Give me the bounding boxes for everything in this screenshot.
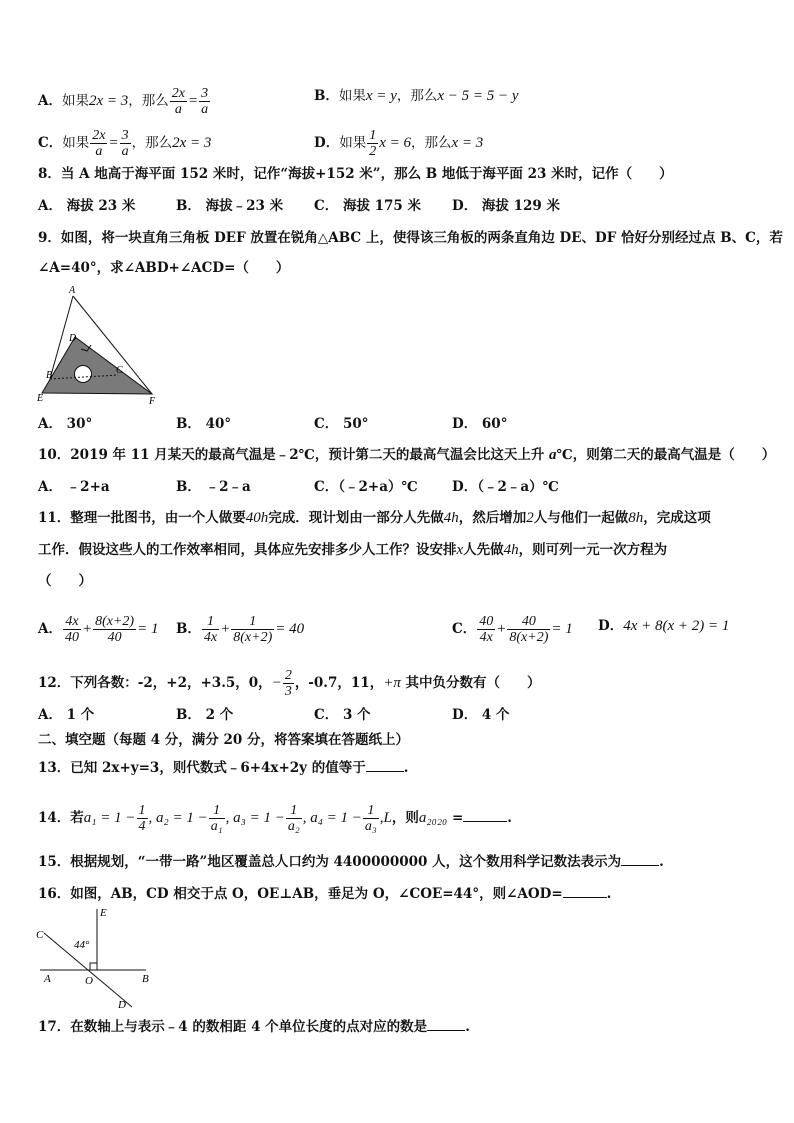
fraction: $\frac{1}{\text{a₁}}$: [210, 803, 223, 834]
text: 完成．现计划由一部分人先做: [268, 510, 444, 526]
text: 工作．假设这些人的工作效率相同，具体应先安排多少人工作？设安排: [38, 542, 457, 558]
set-square-shape: [42, 337, 152, 394]
answer-blank: [366, 757, 404, 772]
q12-option-c: C． 3 个: [314, 707, 371, 723]
equation: x = 6: [379, 135, 411, 151]
text: ，完成这项: [643, 510, 711, 526]
equation: 2x = 3: [88, 93, 129, 109]
text: 13．已知: [38, 760, 102, 776]
q16-intersecting-lines-figure: [32, 903, 154, 1013]
equation: 4x + 8(x + 2) = 1: [623, 618, 730, 634]
option-label: C．: [452, 621, 477, 637]
text: .: [606, 886, 612, 902]
q11-option-a: [38, 614, 158, 645]
q7-option-c: [38, 128, 211, 159]
fraction: $\frac{4x}{40}$: [64, 614, 79, 645]
fraction: $\frac{1}{8(x+2)}$: [233, 614, 273, 645]
fraction: $\frac{40}{8(x+2)}$: [509, 614, 549, 645]
text: 如果: [61, 93, 89, 109]
equation: 2x = 3: [172, 135, 212, 151]
rhs: = 40: [275, 621, 305, 637]
label-o: O: [85, 975, 93, 987]
fraction: $\frac{1}{2}$: [369, 128, 377, 159]
text: ，则: [391, 810, 419, 826]
fraction: $\frac{2}{3}$: [284, 668, 292, 699]
text: 人先做: [463, 542, 504, 558]
q12-option-b: B． 2 个: [176, 707, 234, 723]
text: 16．如图，AB，CD 相交于点 O，OE⊥AB，垂足为 O，∠COE=44°，则∠AOD=: [38, 886, 563, 902]
q9-option-c: C． 50°: [314, 416, 369, 432]
q9-stem-line2: ∠A=40°，求∠ABD+∠ACD=（ ）: [38, 260, 290, 276]
q8-stem: 8．当 A 地高于海平面 152 米时，记作“海拔+152 米”，那么 B 地低于海平面 23 米时，记作（ ）: [38, 166, 673, 182]
text: ，那么: [128, 93, 169, 109]
angle-label: 44°: [74, 939, 90, 951]
plus-sign: +: [496, 621, 507, 637]
q8-option-d: D． 海拔 129 米: [452, 198, 560, 214]
label-e: E: [100, 907, 107, 919]
equation: x − 5 = 5 − y: [437, 88, 519, 104]
text: ，那么: [131, 135, 173, 151]
plus-sign: +: [81, 621, 93, 637]
label-a: A: [44, 973, 51, 985]
q16-stem: [38, 883, 611, 904]
option-label: B．: [314, 88, 339, 104]
label-f: F: [149, 396, 156, 407]
answer-blank: [563, 883, 607, 898]
text: 如果: [338, 88, 366, 104]
pi: +π: [383, 675, 401, 691]
text: 其中负分数有（ ）: [400, 675, 541, 691]
plus-sign: +: [220, 621, 231, 637]
answer-blank: [621, 851, 659, 866]
fraction: $\frac{2x}{a}$: [171, 86, 185, 117]
section-heading: 二、填空题（每题 4 分，满分 20 分，将答案填在答题纸上）: [38, 732, 409, 748]
q9-option-b: B． 40°: [176, 416, 232, 432]
label-a: A: [69, 285, 76, 296]
variable: a: [549, 447, 557, 463]
option-label: D．: [314, 135, 340, 151]
q12-stem: [38, 668, 541, 699]
fraction: $\frac{2x}{a}$: [92, 128, 106, 159]
text: ，那么: [396, 88, 438, 104]
fraction: $\frac{1}{\text{a₂}}$: [287, 803, 300, 834]
fraction: $\frac{3}{a}$: [201, 86, 209, 117]
q7-option-b: [314, 86, 519, 106]
label-d: D: [69, 333, 77, 344]
math: 4h: [503, 542, 519, 558]
right-angle-mark: [90, 963, 97, 970]
math: 4x+2y: [261, 760, 308, 776]
text: 15．根据规划，“一带一路”地区覆盖总人口约为 4400000000 人，这个数用科学记数法表示为: [38, 854, 622, 870]
text: 14．若: [38, 810, 84, 826]
set-square-hole: [75, 366, 92, 383]
q10-stem: [38, 445, 775, 465]
math: 2x+y: [102, 760, 139, 776]
answer-blank: [463, 807, 507, 822]
q7-option-a: [38, 86, 211, 117]
q9-option-a: A． 30°: [38, 416, 93, 432]
label-b: B: [46, 370, 53, 381]
q11-option-b: [176, 614, 304, 645]
label-e: E: [37, 393, 44, 404]
text: .: [507, 810, 512, 826]
q14-stem: [38, 803, 512, 834]
text: 10．2019 年 11 月某天的最高气温是﹣2℃，预计第二天的最高气温会比这天上升: [38, 447, 550, 463]
fraction: $\frac{3}{a}$: [121, 128, 129, 159]
label-c: C: [116, 365, 123, 376]
term: a₁ = 1 −: [83, 810, 136, 826]
text: =3，则代数式﹣6+: [138, 760, 262, 776]
text: ，然后增加: [458, 510, 527, 526]
answer-blank: [427, 1016, 465, 1031]
q9-stem-line1: 9．如图，将一块直角三角板 DEF 放置在锐角△ABC 上，使得该三角板的两条直角边 DE、DF 恰好分别经过点 B、C，若: [38, 230, 783, 246]
minus-sign: −: [271, 675, 282, 691]
fraction: $\frac{8(x+2)}{40}$: [95, 614, 135, 645]
fraction: $\frac{1}{4x}$: [203, 614, 218, 645]
text: ，则可列一元一次方程为: [518, 542, 668, 558]
q10-option-b: B． ﹣2﹣a: [176, 479, 251, 495]
q15-stem: [38, 851, 664, 872]
text: 17．在数轴上与表示﹣4 的数相距 4 个单位长度的点对应的数是: [38, 1019, 428, 1035]
option-label: B．: [176, 621, 201, 637]
label-c: C: [36, 929, 44, 941]
term: , a₃ = 1 −: [225, 810, 285, 826]
fraction: $\frac{1}{4}$: [138, 803, 146, 834]
text: .: [465, 1019, 470, 1035]
text: .: [659, 854, 664, 870]
math: 2: [526, 510, 534, 526]
text: 如果: [339, 135, 367, 151]
fraction: $\frac{1}{\text{a₃}}$: [364, 803, 377, 834]
q11-stem-line1: [38, 508, 711, 528]
term: a₂₀₂₀: [418, 810, 448, 826]
q8-option-a: A． 海拔 23 米: [38, 198, 136, 214]
text: 的值等于: [307, 760, 366, 776]
text: 如果: [62, 135, 90, 151]
equals-sign: =: [187, 93, 199, 109]
equals-sign: =: [108, 135, 119, 151]
math: x: [456, 542, 464, 558]
q7-option-d: [314, 128, 483, 159]
text: .: [403, 760, 409, 776]
option-label: D．: [598, 618, 624, 634]
q8-option-b: B． 海拔﹣23 米: [176, 198, 284, 214]
q11-option-c: [452, 614, 573, 645]
math: 4h: [443, 510, 459, 526]
math: 8h: [628, 510, 644, 526]
q9-option-d: D． 60°: [452, 416, 508, 432]
label-d: D: [118, 999, 126, 1011]
q11-option-d: [598, 616, 729, 636]
text: 11．整理一批图书，由一个人做要: [38, 510, 246, 526]
rhs: = 1: [137, 621, 159, 637]
fraction: $\frac{40}{4x}$: [479, 614, 494, 645]
label-b: B: [142, 973, 149, 985]
q12-option-d: D． 4 个: [452, 707, 510, 723]
q8-option-c: C． 海拔 175 米: [314, 198, 422, 214]
q10-option-d: D．（﹣2﹣a）℃: [452, 479, 559, 495]
text: ，-0.7，11，: [294, 675, 384, 691]
text: ℃，则第二天的最高气温是（ ）: [556, 447, 776, 463]
text: ，那么: [411, 135, 452, 151]
text: 12．下列各数：-2，+2，+3.5，0，: [38, 675, 272, 691]
q10-option-a: A． ﹣2+a: [38, 479, 110, 495]
option-label: A．: [38, 621, 62, 637]
ellipsis: ,L: [379, 810, 392, 826]
q17-stem: [38, 1016, 470, 1037]
q13-stem: [38, 757, 408, 778]
equation: x = 3: [451, 135, 484, 151]
text: 人与他们一起做: [533, 510, 629, 526]
q11-stem-line2: [38, 540, 667, 560]
term: , a₄ = 1 −: [302, 810, 362, 826]
option-label: A．: [38, 93, 62, 109]
term: , a₂ = 1 −: [148, 810, 208, 826]
math: 40h: [245, 510, 269, 526]
option-label: C．: [38, 135, 63, 151]
q11-stem-line3: （ ）: [38, 573, 92, 589]
equation: x = y: [365, 88, 397, 104]
q10-option-c: C．（﹣2+a）℃: [314, 479, 418, 495]
equals-sign: =: [447, 810, 464, 826]
q9-triangle-figure: [32, 282, 162, 408]
rhs: = 1: [551, 621, 573, 637]
q12-option-a: A． 1 个: [38, 707, 95, 723]
